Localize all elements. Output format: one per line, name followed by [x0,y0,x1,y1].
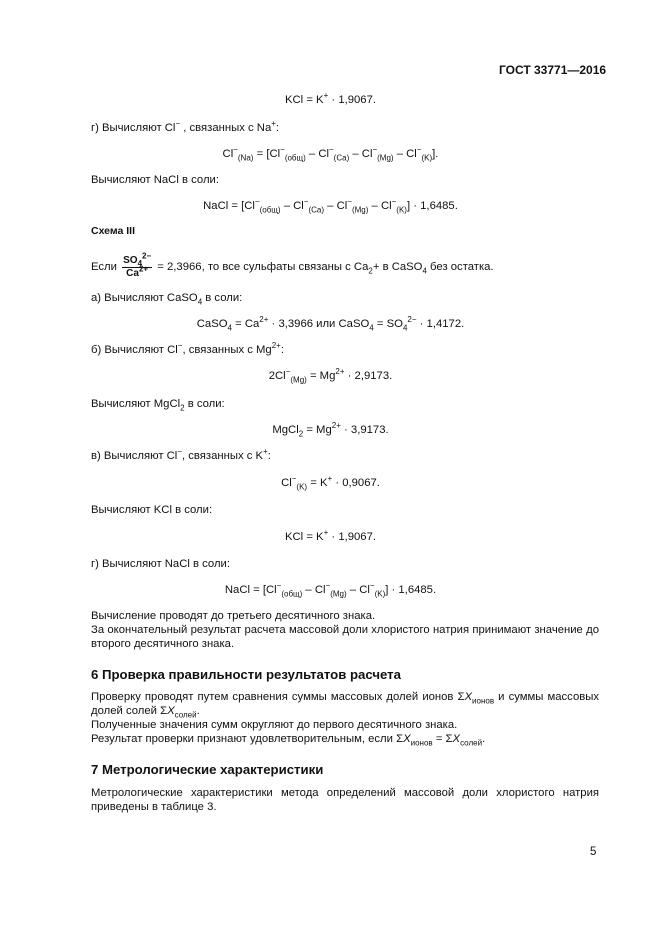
step-g-cl-na: г) Вычисляют Cl− , связанных с Na+: [91,119,280,134]
ratio-fraction: $\frac{SO_4^{2-}}{Ca^{2+}}$ [123,251,152,279]
formula-kcl-1: KCl = K+ · 1,9067. [284,91,377,106]
condition-line: Если $\frac{SO_4^{2-}}{Ca^{2+}}$ = 2,3966, то все сульфаты связаны с $Ca_2+ в$ CaSO$_4$ без остатка. [91,251,494,279]
paragraph-precision: Вычисление проводят до третьего десятичного знака. [91,610,376,622]
page-number: 5 [590,846,597,858]
step-mgcl2-label: Вычисляют MgCl$_2$ в соли: [91,398,225,413]
paragraph-final-result: За окончательный результат расчета массовой доли хлористого натрия принимают значение до второго десятичного знака. [91,624,599,651]
step-nacl-label: Вычисляют NaCl в соли: [91,174,219,186]
section-6-heading: 6 Проверка правильности результатов расчета [91,667,401,682]
step-v-cl-k: в) Вычисляют Cl−, связанных с K+: [91,447,271,462]
paragraph-check-method: Проверку проводят путем сравнения суммы массовых долей ионов $\Sigma X_{ионов}$ и суммы массовых долей солей $\Sigma X_{солей}$. [91,691,599,720]
paragraph-check-result: Результат проверки признают удовлетворительным, если $\Sigma X_{ионов} = \Sigma X_{солей}$. [91,733,486,748]
formula-kcl-2: KCl = K+ · 1,9067. [284,528,377,543]
step-g-nacl-label: г) Вычисляют NaCl в соли: [91,558,231,570]
document-code: ГОСТ 33771—2016 [499,63,607,77]
formula-cl-na: $Cl^-_{(Na)} = [Cl^-_{(общ)} - Cl^-_{(Ca)} - Cl^-_{(Mg)} - Cl^-_{(K)}]$. [222,145,439,163]
paragraph-metrology: Метрологические характеристики метода определений массовой доли хлористого натрия приведены в таблице 3. [91,787,599,814]
formula-mgcl2: MgCl$_2$ = $Mg^{2+} \cdot 3,9173$. [272,421,389,439]
formula-nacl-1: NaCl = $[Cl^-_{(общ)} - Cl^-_{(Ca)} - Cl^-_{(Mg)} - Cl^-_{(K)}] \cdot 1,6485$. [203,197,458,215]
formula-caso4: CaSO$_4$ = $Ca^{2+} \cdot 3,3966$ или CaSO$_4$ = $SO_4^{2-} \cdot 1,4172$. [196,315,465,333]
step-a-caso4: а) Вычисляют CaSO$_4$ в соли: [91,292,243,307]
formula-cl-mg: $2Cl^-_{(Mg)} = Mg^{2+} \cdot 2,9173$. [268,367,393,385]
formula-cl-k: $Cl^-_{(K)} = K^+ \cdot 0,9067$. [281,474,380,492]
step-b-cl-mg: б) Вычисляют Cl−, связанных с $Mg^{2+}$: [91,341,284,356]
paragraph-rounding: Полученные значения сумм округляют до первого десятичного знака. [91,719,458,731]
formula-nacl-2: NaCl = $[Cl^-_{(общ)} - Cl^-_{(Mg)} - Cl^-_{(K)}] \cdot 1,6485$. [224,581,437,599]
section-7-heading: 7 Метрологические характеристики [91,762,324,777]
step-kcl-label: Вычисляют KCl в соли: [91,504,213,516]
schema-heading: Схема III [91,225,135,237]
